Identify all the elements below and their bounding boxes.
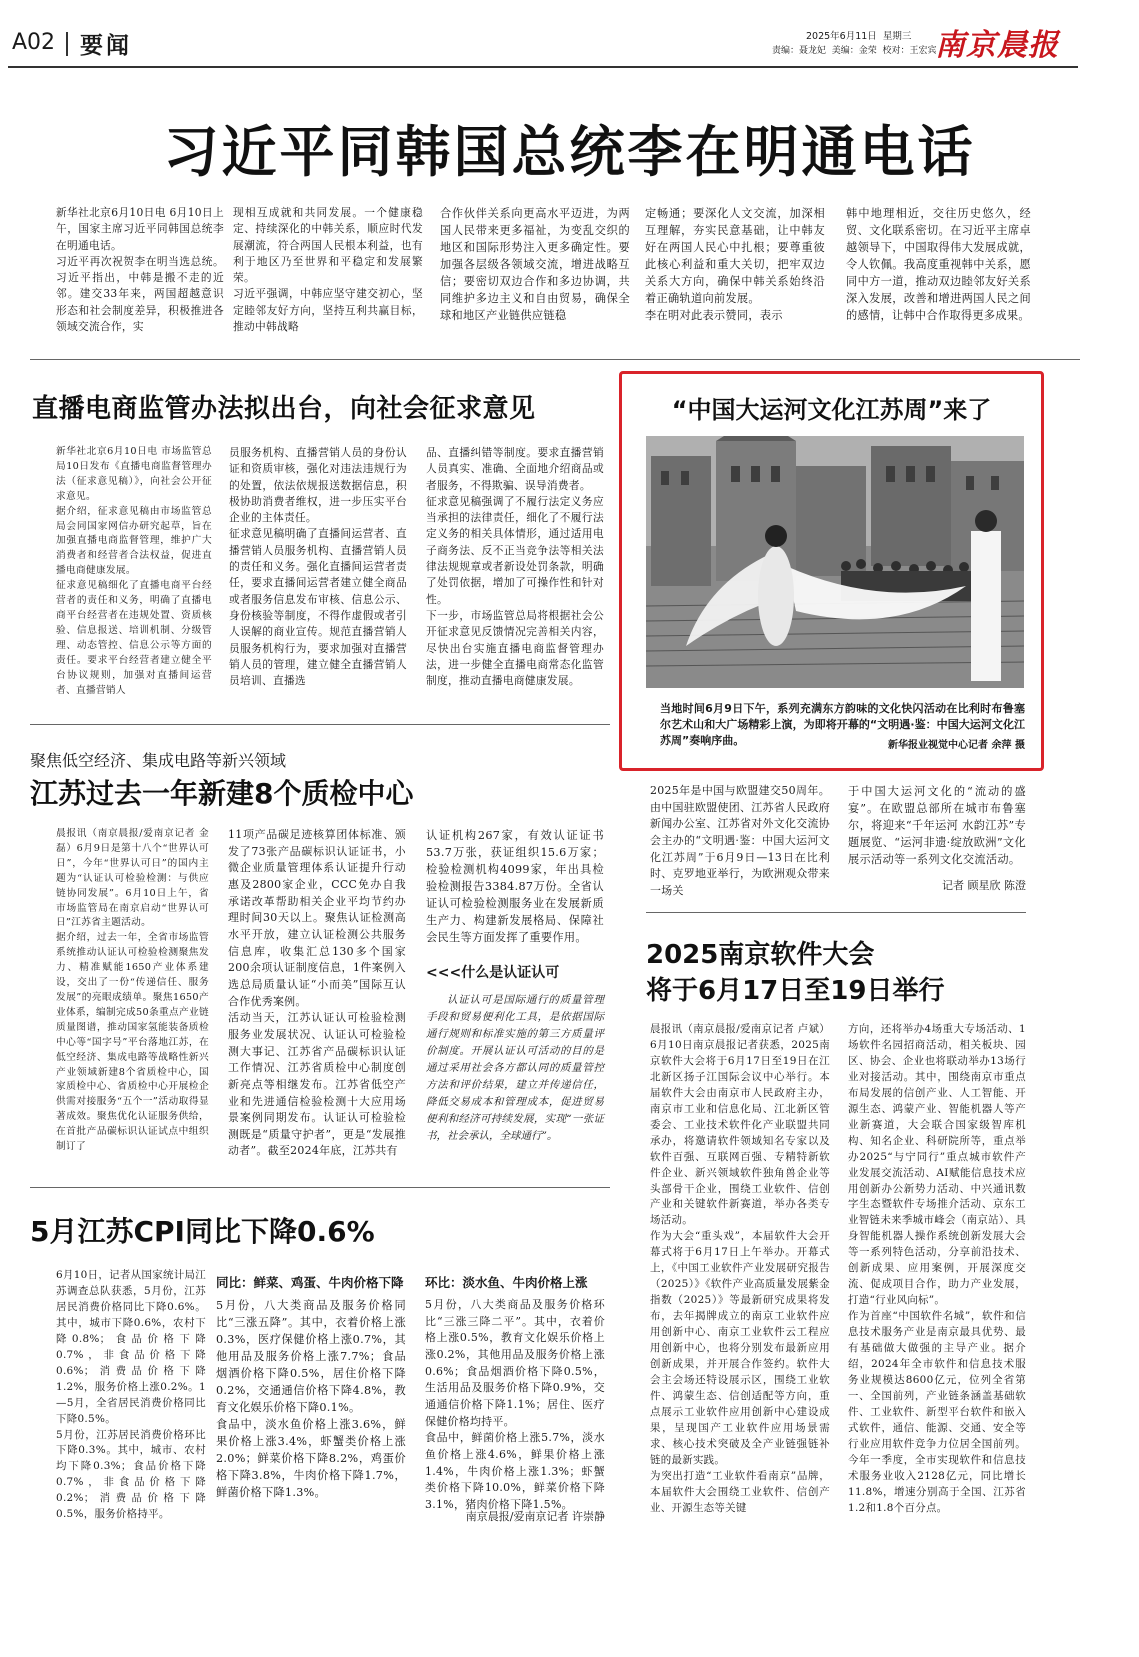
staff-credits: 责编：聂龙妃 美编：金荣 校对：王宏宾 bbox=[772, 46, 937, 56]
livestream-col-1: 新华社北京6月10日电 市场监管总局10日发布《直播电商监督管理办法（征求意见稿）》，向社会公开征求意见。 据介绍，征求意见稿由市场监管总局会同国家网信办研究起草，旨在加强直播电商监督管理，维护广大消费者和经营者合法权益，促进直播电商健康发展。 征求意见稿细化了直播电商平台经营者的责任和义务，明确了直播电商平台经营者在违规处置、资质核验、信息报送、培训机制、分级管理、动态管控、信息公示等方面的责任。要求平台经营者建立健全平台协议规则，加强对直播间运营者、直播营销人 bbox=[56, 446, 212, 696]
quality-col-3: 认证机构267家，有效认证证书53.7万张，获证组织15.6万家；检验检测机构4099家，年出具检验检测报告3384.87万份。全省认证认可检验检测服务业在发展新质生产力、构建新发展格局、保障社会民生等方面发挥了重要作用。 bbox=[426, 829, 604, 944]
quality-sidebar-title: <<<什么是认证认可 bbox=[426, 965, 560, 981]
section-rule-2 bbox=[30, 724, 610, 725]
cpi-col-2: 5月份，八大类商品及服务价格同比“三涨五降”。其中，衣着价格上涨0.3%，医疗保健价格上涨0.7%，其他用品及服务价格上涨7.7%；食品烟酒价格下降0.5%，居住价格下降0.2%，交通通信价格下降4.8%，教育文化娱乐价格下降0.1%。 食品中，淡水鱼价格上涨3.6%，鲜果价格上涨3.4%，虾蟹类价格上涨2.0%；鲜菜价格下降8.2%，鸡蛋价格下降3.8%，牛肉价格下降1.7%，鲜菌价格下降1.3%。 bbox=[216, 1299, 406, 1499]
canal-col-2: 于中国大运河文化的“流动的盛宴”。在欧盟总部所在城市布鲁塞尔，将迎来“千年运河 水韵江苏”专题展览、“运河非遗·绽放欧洲”文化展示活动等一系列文化交流活动。 bbox=[848, 785, 1026, 866]
quality-col-2: 11项产品碳足迹核算团体标准、颁发了73张产品碳标识认证证书，小微企业质量管理体系认证提升行动惠及2800家企业，CCC免办自我承诺改革帮助相关企业平均节约办理时间30天以上。聚焦认证检测高水平开放，建立认证检测公共服务信息库，收集汇总130多个国家200余项认证制度信息，1件案例入选总局质量认证“小而美”国际互认合作优秀案例。 活动当天，江苏认证认可检验检测服务业发展状况、认证认可检验检测大事记、江苏省产品碳标识认证工作情况、江苏省质检中心制度创新亮点等相继发布。江苏省低空产业和先进通信检验检测十大应用场景案例同期发布。认证认可检验检测既是“质量守护者”，更是“发展推动者”。截至2024年底，江苏共有 bbox=[228, 828, 406, 1158]
cpi-byline: 南京晨报/爱南京记者 许崇静 bbox=[465, 1510, 605, 1523]
lead-col-2: 现相互成就和共同发展。一个健康稳定、持续深化的中韩关系，顺应时代发展潮流，符合两国人民根本利益，也有利于地区乃至世界和平稳定和发展繁荣。 习近平强调，中韩应坚守建交初心，坚定睦邻友好方向，坚持互利共赢目标，推动中韩战略 bbox=[233, 206, 423, 334]
canal-caption: 当地时间6月9日下午，系列充满东方韵味的文化快闪活动在比利时布鲁塞尔艺术山和大广场精彩上演，为即将开幕的“文明遇·鉴：中国大运河文化江苏周”奏响序曲。 bbox=[660, 702, 1025, 747]
section-name: 要闻 bbox=[80, 33, 132, 59]
canal-photo-image bbox=[646, 436, 1024, 688]
masthead bbox=[0, 0, 1139, 75]
livestream-headline: 直播电商监管办法拟出台，向社会征求意见 bbox=[32, 394, 536, 424]
cpi-subhead-mom: 环比：淡水鱼、牛肉价格上涨 bbox=[425, 1275, 588, 1290]
quality-headline: 江苏过去一年新建8个质检中心 bbox=[30, 777, 414, 810]
section-rule-1 bbox=[30, 359, 1080, 360]
cpi-col-1: 6月10日，记者从国家统计局江苏调查总队获悉，5月份，江苏居民消费价格同比下降0.6%。其中，城市下降0.6%，农村下降0.8%；食品价格下降0.7%，非食品价格下降0.6%；消费品价格下降1.2%，服务价格上涨0.2%。1—5月，全省居民消费价格同比下降0.5%。 5月份，江苏居民消费价格环比下降0.3%。其中，城市、农村均下降0.3%；食品价格下降0.7%，非食品价格下降0.2%；消费品价格下降0.5%，服务价格持平。 bbox=[56, 1269, 206, 1521]
lead-col-1: 新华社北京6月10日电 6月10日上午，国家主席习近平同韩国总统李在明通电话。 习近平再次祝贺李在明当选总统。习近平指出，中韩是搬不走的近邻。建交33年来，两国超越意识形态和社会制度差异，积极推进各领域交流合作，实 bbox=[56, 206, 224, 334]
canal-headline: “中国大运河文化江苏周”来了 bbox=[671, 396, 992, 424]
canal-photo bbox=[646, 436, 1024, 688]
software-headline-2: 将于6月17日至19日举行 bbox=[646, 976, 945, 1006]
livestream-col-2: 员服务机构、直播营销人员的身份认证和资质审核，强化对违法违规行为的处置，依法依规报送数据信息，积极协助消费者维权，进一步压实平台企业的主体责任。 征求意见稿明确了直播间运营者、直播营销人员服务机构、直播营销人员的责任和义务。强化直播间运营者责任，要求直播间运营者建立健全商品或者服务信息发布审核、信息公示、身份核验等制度，不得作虚假或者引人误解的商业宣传。规范直播营销人员服务机构行为，要求加强对直播营销人员的管理，建立健全直播营销人员培训、直播选 bbox=[229, 446, 407, 688]
issue-date: 2025年6月11日 星期三 bbox=[806, 31, 912, 42]
lead-headline: 习近平同韩国总统李在明通电话 bbox=[163, 120, 976, 184]
software-col-2: 方向，还将举办4场重大专场活动、1场软件名园招商活动，相关板块、园区、协会、企业也将联动举办13场行业对接活动。其中，围绕南京市重点布局发展的信创产业、人工智能、开源生态、鸿蒙产业、智能机器人等产业新赛道，大会联合国家级智库机构、知名企业、科研院所等，重点举办2025“与宁同行”重点城市软件产业发展交流活动、AI赋能信息技术应用创新办公新势力活动、中兴通讯数字生态暨软件专场推介活动、京东工业智链未来季城市峰会（南京站）、具身智能机器人操作系统创新发展大会等一系列特色活动，分享前沿技术、创新成果、应用案例，开展深度交流、促成项目合作，助力产业发展，打造“行业风向标”。 作为首座“中国软件名城”，软件和信息技术服务产业是南京最具优势、最有基础做大做强的主导产业。据介绍，2024年全市软件和信息技术服务业规模达8600亿元，位列全省第一、全国前列，产业链条涵盖基础软件、工业软件、新型平台软件和嵌入式软件，通信、能源、交通、安全等行业应用软件竞争力位居全国前列。今年一季度，全市实现软件和信息技术服务业收入2128亿元，同比增长11.8%，增速分别高于全国、江苏省1.2和1.8个百分点。 bbox=[848, 1023, 1026, 1514]
software-col-1: 晨报讯（南京晨报/爱南京记者 卢斌）6月10日南京晨报记者获悉，2025南京软件大会将于6月17日至19日在江北新区扬子江国际会议中心举行。本届软件大会由南京市人民政府主办，南京市工业和信息化局、江北新区管委会、工业技术软件化产业联盟共同承办，将邀请软件领域知名专家以及软件百强、互联网百强、专精特新软件企业、新兴领域软件独角兽企业等头部骨干企业，围绕工业软件、信创产业和关键软件新赛道，举办各类专场活动。 作为大会“重头戏”，本届软件大会开幕式将于6月17日上午举办。开幕式上，《中国工业软件产业发展研究报告（2025）》《软件产业高质量发展紫金指数（2025）》等最新研究成果将发布，去年揭牌成立的南京工业软件应用创新中心、南京工业软件云工程应用创新中心，也将分别发布最新应用创新成果，并开展合作签约。软件大会主会场还特设展示区，围绕工业软件、鸿蒙生态、信创适配等方向，重点展示工业软件应用创新中心建设成果，呈现国产工业软件应用场景需求、核心技术突破及全产业链强链补链的最新实践。 为突出打造“工业软件看南京”品牌，本届软件大会围绕工业软件、信创产业、开源生态等关键 bbox=[650, 1023, 830, 1514]
page-number: A02 bbox=[12, 30, 56, 55]
quality-col-1: 晨报讯（南京晨报/爱南京记者 金磊）6月9日是第十八个“世界认可日”，今年“世界认可日”的国内主题为“认证认可检验检测：与供应链协同发展”。6月10日上午，省市场监管局在南京启动“世界认可日”江苏省主题活动。 据介绍，过去一年，全省市场监管系统推动认证认可检验检测聚焦发力、精准赋能1650产业体系建设，交出了一份“传递信任、服务发展”的亮眼成绩单。聚焦1650产业体系，编制完成50条重点产业链质量图谱，推动国家氢能装备质检中心等“国字号”平台落地江苏，在低空经济、集成电路等战略性新兴产业领域新建8个省质检中心，国家质检中心、省质检中心开展检企供需对接服务“五个一”活动取得显著成效。聚焦优化认证服务供给，在首批产品碳标识认证试点中组织制订了 bbox=[56, 828, 209, 1153]
quality-kicker: 聚焦低空经济、集成电路等新兴领域 bbox=[30, 751, 287, 770]
masthead-rule bbox=[8, 66, 1078, 68]
canal-photo-credit: 新华报业视觉中心记者 余萍 摄 bbox=[888, 740, 1025, 751]
canal-col-1: 2025年是中国与欧盟建交50周年。由中国驻欧盟使团、江苏省人民政府新闻办公室、江苏省对外文化交流协会主办的“文明遇·鉴：中国大运河文化江苏周”于6月9日—13日在比利时、克罗地亚举行，为欧洲观众带来一场关 bbox=[650, 784, 830, 897]
section-rule-4 bbox=[30, 1187, 610, 1188]
canal-byline: 记者 顾星欣 陈澄 bbox=[942, 879, 1026, 892]
quality-sidebar-text: 认证认可是国际通行的质量管理手段和贸易便利化工具，是依据国际通行规则和标准实施的第三方质量评价制度。开展认证认可活动的目的是通过采用社会各方都认同的质量管控方法和评价结果，建立并传递信任，降低交易成本和管理成本，促进贸易便利和经济可持续发展，实现“一张证书，社会承认，全球通行”。 bbox=[426, 994, 604, 1142]
cpi-subhead-yoy: 同比：鲜菜、鸡蛋、牛肉价格下降 bbox=[216, 1275, 404, 1290]
masthead-divider bbox=[66, 32, 68, 56]
lead-col-3: 合作伙伴关系向更高水平迈进，为两国人民带来更多福祉，为变乱交织的地区和国际形势注入更多确定性。要加强各层级各领域交流，增进战略互信；要密切双边合作和多边协调，共同维护多边主义和自由贸易，确保全球和地区产业链供应链稳 bbox=[440, 207, 630, 322]
lead-col-4: 定畅通；要深化人文交流，加深相互理解，夯实民意基础，让中韩友好在两国人民心中扎根；要尊重彼此核心利益和重大关切，把牢双边关系大方向，确保中韩关系始终沿着正确轨道向前发展。 李在明对此表示赞同，表示 bbox=[645, 207, 825, 322]
newspaper-logo: 南京晨报 bbox=[935, 28, 1059, 63]
livestream-col-3: 品、直播纠错等制度。要求直播营销人员真实、准确、全面地介绍商品或者服务，不得欺骗、误导消费者。 征求意见稿强调了不履行法定义务应当承担的法律责任，细化了不履行法定义务的相关具体情形，通过适用电子商务法、反不正当竞争法等相关法律法规规章或者新设处罚条款，明确了处罚依据，增加了可操作性和针对性。 下一步，市场监管总局将根据社会公开征求意见反馈情况完善相关内容，尽快出台实施直播电商监督管理办法，进一步健全直播电商常态化监管制度，推动直播电商健康发展。 bbox=[426, 446, 604, 688]
cpi-col-3: 5月份，八大类商品及服务价格环比“三涨三降二平”。其中，衣着价格上涨0.5%，教育文化娱乐价格上涨0.2%，其他用品及服务价格上涨0.6%；食品烟酒价格下降0.5%，生活用品及服务价格下降0.9%，交通通信价格下降1.1%；居住、医疗保健价格均持平。 食品中，鲜菌价格上涨5.7%，淡水鱼价格上涨4.6%，鲜果价格上涨1.4%，牛肉价格上涨1.3%；虾蟹类价格下降10.0%，鲜菜价格下降3.1%，猪肉价格下降1.5%。 bbox=[425, 1298, 605, 1511]
section-rule-3 bbox=[646, 912, 1026, 913]
cpi-headline: 5月江苏CPI同比下降0.6% bbox=[30, 1215, 375, 1248]
lead-col-5: 韩中地理相近，交往历史悠久，经贸、文化联系密切。在习近平主席卓越领导下，中国取得伟大发展成就，令人钦佩。我高度重视韩中关系，愿同中方一道，推动双边睦邻友好关系深入发展，改善和增进两国人民之间的感情，让韩中合作取得更多成果。 bbox=[846, 207, 1031, 322]
software-headline-1: 2025南京软件大会 bbox=[646, 940, 875, 970]
